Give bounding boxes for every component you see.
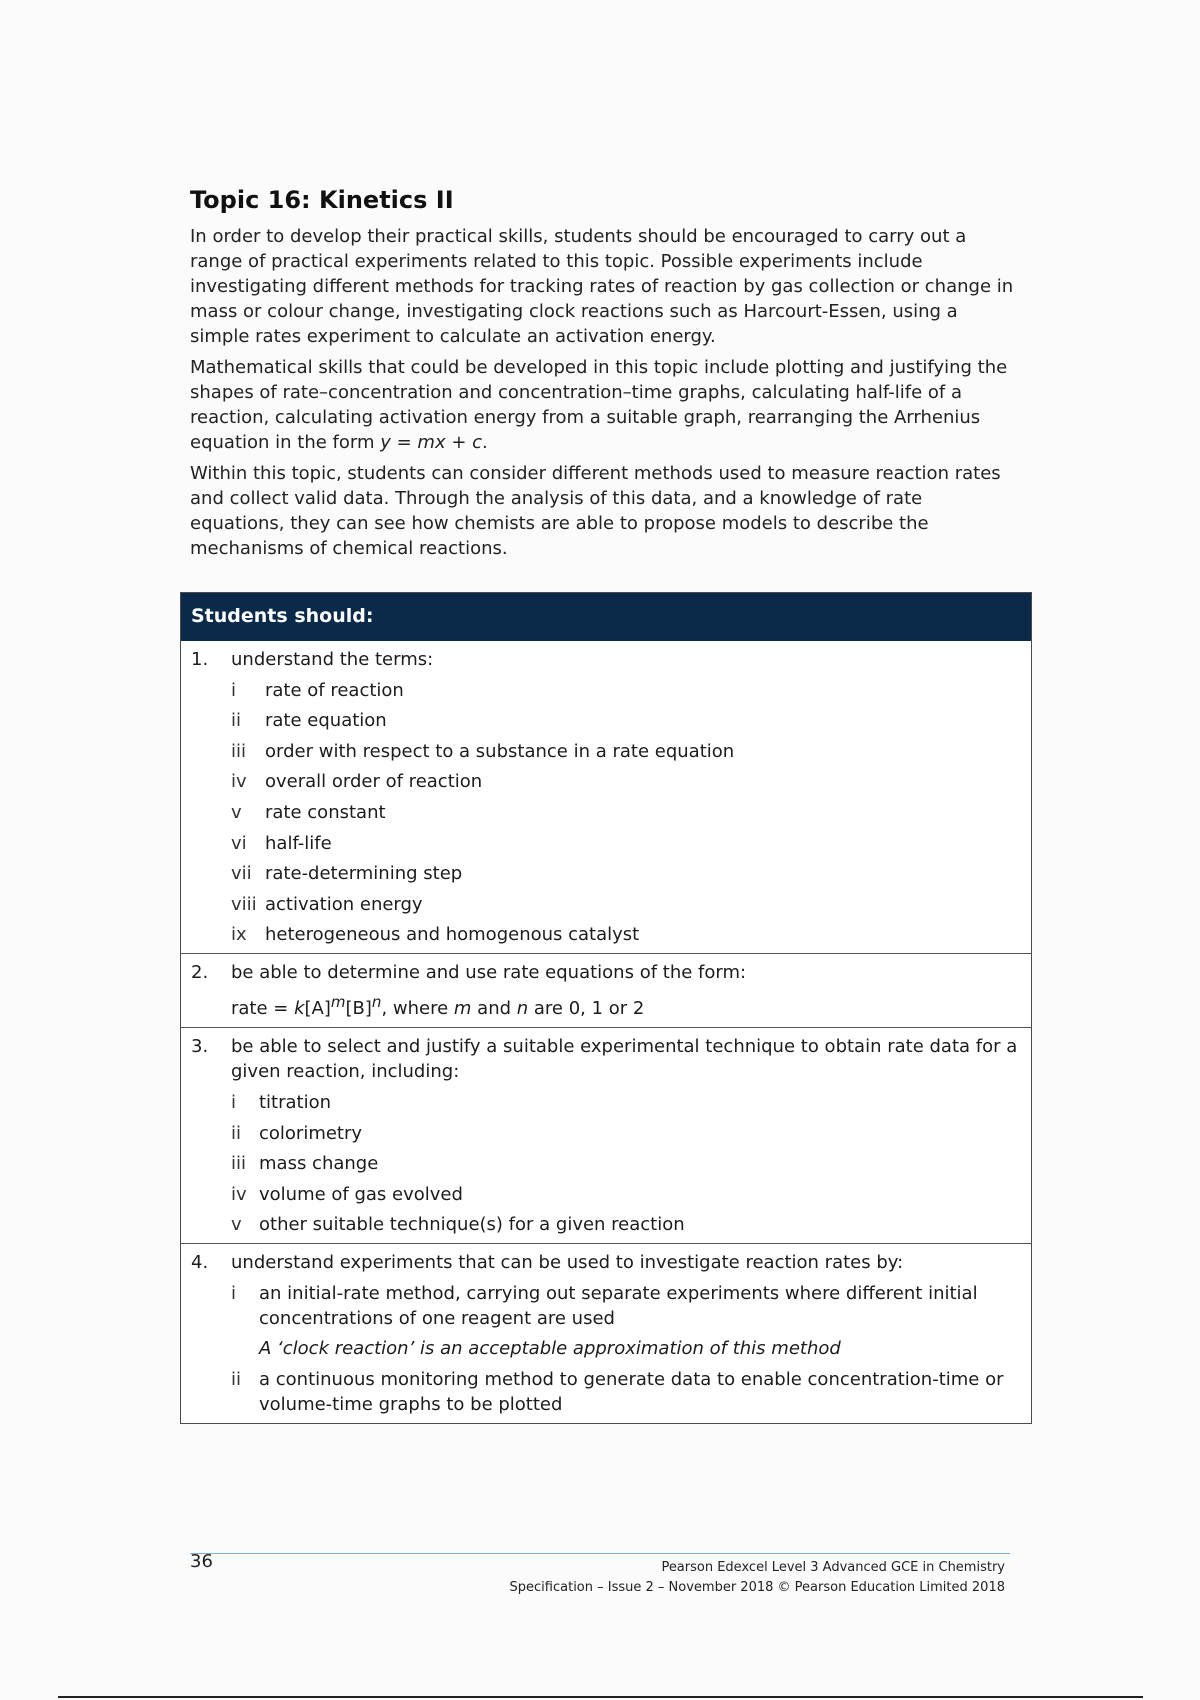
sub-item-text: volume of gas evolved [259, 1183, 463, 1205]
intro-section [190, 186, 1020, 567]
eq-m2: m [453, 998, 472, 1020]
eq-n: n [371, 993, 382, 1012]
sub-item [231, 800, 1021, 825]
sub-item-note: A ‘clock reaction’ is an acceptable approximation of this method [259, 1337, 841, 1359]
sub-item-numeral: i [231, 679, 237, 701]
sub-item-text: rate of reaction [265, 679, 404, 701]
table-row-4 [181, 1243, 1031, 1422]
sub-item-numeral: ix [231, 924, 247, 946]
sub-item-numeral: v [231, 801, 242, 823]
sub-item [231, 1281, 1021, 1331]
eq-b: [B] [345, 998, 372, 1020]
sub-item-text: activation energy [265, 893, 423, 915]
sub-item [231, 1182, 1021, 1207]
footer-text [510, 1558, 1005, 1598]
rate-equation [231, 990, 1021, 1021]
sub-item [231, 1212, 1021, 1237]
sub-item [231, 739, 1021, 764]
sub-item [231, 1151, 1021, 1176]
footer-line-1: Pearson Edexcel Level 3 Advanced GCE in Chemistry [661, 1560, 1005, 1575]
sub-item [231, 861, 1021, 886]
sub-item [231, 922, 1021, 947]
sub-item-numeral: iii [231, 740, 247, 762]
statement-number: 2. [191, 962, 209, 984]
sub-item-text: titration [259, 1091, 332, 1113]
sub-item-text: an initial-rate method, carrying out separate experiments where different initial concentrations of one reagent are used [259, 1282, 978, 1329]
intro-text [190, 224, 1020, 561]
eq-suffix: are 0, 1 or 2 [528, 998, 645, 1020]
statement-text: be able to select and justify a suitable experimental technique to obtain rate data for a given reaction, including: [231, 1036, 1018, 1083]
table-row-2 [181, 953, 1031, 1027]
sub-item [231, 1090, 1021, 1115]
sub-item-text: mass change [259, 1153, 379, 1175]
statement-number: 3. [191, 1036, 209, 1058]
sub-item [231, 708, 1021, 733]
specification-table [180, 592, 1032, 1424]
sub-item [231, 892, 1021, 917]
sub-item-text: rate constant [265, 801, 386, 823]
eq-prefix: rate = [231, 998, 295, 1020]
statement-text: understand experiments that can be used to investigate reaction rates by: [231, 1252, 904, 1274]
intro-paragraph-2 [190, 355, 1020, 455]
sub-item [231, 831, 1021, 856]
sub-item [231, 1121, 1021, 1146]
statement-number: 4. [191, 1252, 209, 1274]
sub-item [231, 678, 1021, 703]
sub-item-numeral: iv [231, 771, 247, 793]
page-title: Topic 16: Kinetics II [190, 186, 454, 214]
eq-and: and [471, 998, 517, 1020]
table-header: Students should: [181, 593, 1031, 640]
sub-item-text: half-life [265, 832, 332, 854]
sub-item-numeral: ii [231, 710, 242, 732]
sub-item [231, 1367, 1021, 1417]
intro-paragraph-2-text: Mathematical skills that could be developed in this topic include plotting and justifying the shapes of rate–concentration and concentration–time graphs, calculating half-life of a reaction, calculating activation energy from a suitable graph, rearranging the Arrhenius equation in the form y = mx + c. [190, 357, 1008, 453]
footer-rule [190, 1553, 1010, 1554]
sub-item-numeral: iv [231, 1183, 247, 1205]
sub-item-numeral: ii [231, 1368, 242, 1390]
sub-item-text: heterogeneous and homogenous catalyst [265, 924, 640, 946]
intro-paragraph-3: Within this topic, students can consider different methods used to measure reaction rates and collect valid data. Through the analysis of this data, and a knowledge of rate equations, they can see how chemists are able to propose models to describe the mechanisms of chemical reactions. [190, 463, 1001, 559]
sub-item-numeral: i [231, 1091, 237, 1113]
sub-item-text: a continuous monitoring method to generate data to enable concentration-time or volume-time graphs to be plotted [259, 1368, 1004, 1415]
sub-item-text: colorimetry [259, 1122, 363, 1144]
sub-item-text: rate-determining step [265, 863, 463, 885]
sub-item-text: rate equation [265, 710, 387, 732]
eq-a: [A] [304, 998, 331, 1020]
sub-item-numeral: v [231, 1214, 242, 1236]
eq-n2: n [516, 998, 529, 1020]
sub-item-text: order with respect to a substance in a rate equation [265, 740, 735, 762]
statement-number: 1. [191, 649, 209, 670]
sub-item-numeral: i [231, 1282, 237, 1304]
statement-text: be able to determine and use rate equations of the form: [231, 962, 747, 984]
sub-item-numeral: vi [231, 832, 247, 854]
bottom-rule [58, 1696, 1143, 1698]
table-row-3 [181, 1027, 1031, 1243]
sub-item [231, 769, 1021, 794]
footer-line-2: Specification – Issue 2 – November 2018 © Pearson Education Limited 2018 [509, 1580, 1005, 1595]
eq-where: , where [381, 998, 454, 1020]
sub-item-text: other suitable technique(s) for a given reaction [259, 1214, 685, 1236]
eq-m: m [330, 993, 346, 1012]
sub-item-numeral: viii [231, 893, 257, 915]
intro-paragraph-1: In order to develop their practical skills, students should be encouraged to carry out a range of practical experiments related to this topic. Possible experiments include investigating different methods for tracking rates of reaction by gas collection or change in mass or colour change, investigating clock reactions such as Harcourt-Essen, using a simple rates experiment to calculate an activation energy. [190, 226, 1014, 347]
statement-text: understand the terms: [231, 649, 434, 670]
sub-item-numeral: iii [231, 1153, 247, 1175]
sub-item-text: overall order of reaction [265, 771, 483, 793]
sub-item-numeral: ii [231, 1122, 242, 1144]
table-row-1 [181, 640, 1031, 953]
page-number: 36 [190, 1551, 213, 1572]
eq-k: k [294, 998, 305, 1020]
sub-item-numeral: vii [231, 863, 252, 885]
